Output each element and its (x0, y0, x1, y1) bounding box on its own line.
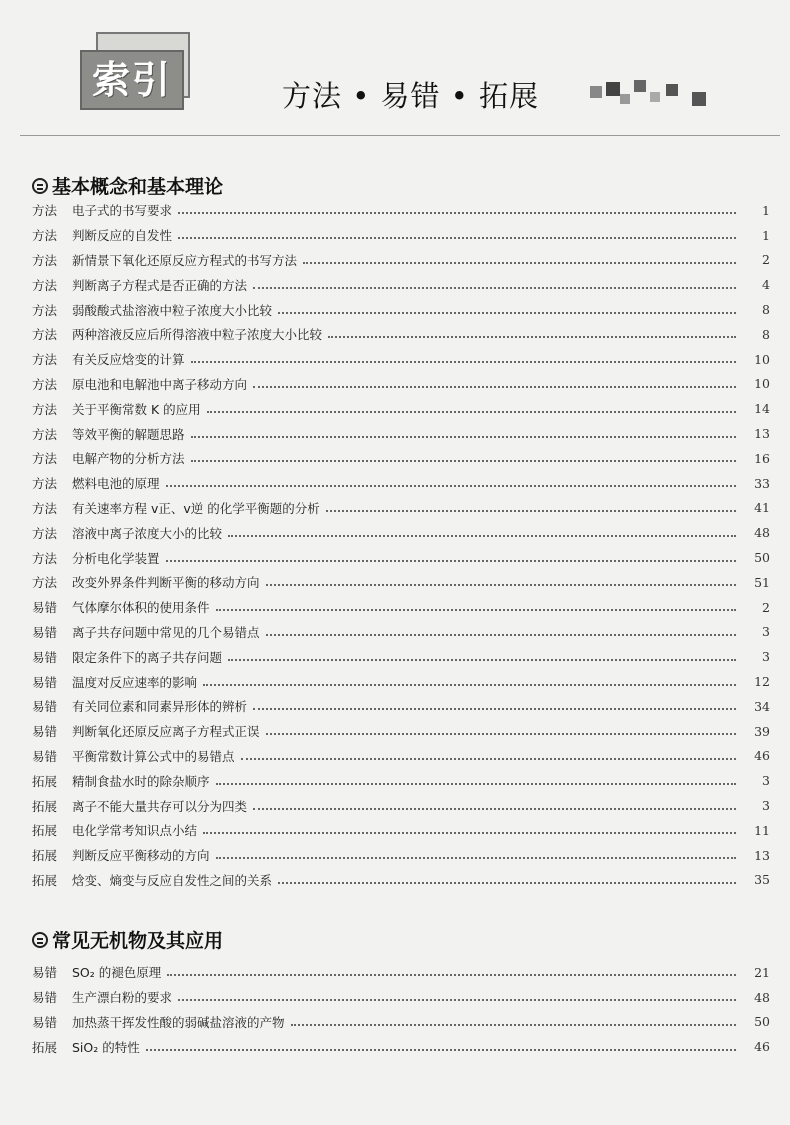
entry-category: 方法 (32, 401, 58, 417)
index-entry (32, 272, 770, 297)
entry-page-number: 8 (762, 302, 770, 318)
page-header (0, 0, 790, 140)
dot-leader (266, 634, 736, 636)
entry-title: 电化学常考知识点小结 (72, 823, 198, 839)
index-entry (32, 768, 770, 793)
entry-title: 离子不能大量共存可以分为四类 (72, 798, 248, 814)
entry-category: 方法 (32, 203, 58, 219)
entry-category: 方法 (32, 426, 58, 442)
entry-page-number: 3 (762, 624, 770, 640)
entry-category: 方法 (32, 228, 58, 244)
entry-page-number: 16 (754, 450, 770, 466)
dot-leader (241, 758, 736, 760)
entry-category: 方法 (32, 277, 58, 293)
index-entry (32, 248, 770, 273)
dot-leader (191, 436, 736, 438)
entry-title: SO₂ 的褪色原理 (72, 965, 162, 981)
entry-title: 燃料电池的原理 (72, 476, 160, 492)
dot-leader (326, 510, 736, 512)
entry-category: 易错 (32, 965, 58, 981)
dot-leader (203, 684, 736, 686)
index-entry (32, 372, 770, 397)
entry-title: 溶液中离子浓度大小的比较 (72, 525, 223, 541)
entry-category: 易错 (32, 649, 58, 665)
dot-leader (216, 857, 736, 859)
index-entry (32, 347, 770, 372)
entry-title: 判断氧化还原反应离子方程式正误 (72, 724, 260, 740)
entry-page-number: 11 (754, 822, 770, 838)
entry-page-number: 50 (754, 1014, 770, 1030)
dot-leader (191, 361, 736, 363)
index-entry (32, 744, 770, 769)
entry-category: 方法 (32, 327, 58, 343)
entry-page-number: 35 (754, 872, 770, 888)
entry-page-number: 48 (754, 989, 770, 1005)
index-entry (32, 545, 770, 570)
entry-page-number: 12 (754, 674, 770, 690)
entry-page-number: 34 (754, 698, 770, 714)
dot-leader (266, 733, 736, 735)
entry-category: 易错 (32, 724, 58, 740)
entry-page-number: 33 (754, 475, 770, 491)
index-entry (32, 843, 770, 868)
entry-title: SiO₂ 的特性 (72, 1039, 140, 1055)
entry-title: 分析电化学装置 (72, 550, 160, 566)
header-divider (20, 135, 780, 136)
entry-title: 两种溶液反应后所得溶液中粒子浓度大小比较 (72, 327, 323, 343)
dot-leader (191, 460, 736, 462)
dot-leader (266, 584, 736, 586)
entry-category: 易错 (32, 1014, 58, 1030)
dot-leader (253, 708, 736, 710)
section-heading (32, 926, 223, 953)
entry-category: 方法 (32, 376, 58, 392)
entry-category: 方法 (32, 476, 58, 492)
entry-page-number: 41 (754, 500, 770, 516)
section-number-icon (32, 932, 48, 948)
entry-title: 有关反应焓变的计算 (72, 352, 185, 368)
section-number-icon (32, 178, 48, 194)
dot-leader (303, 262, 736, 264)
entry-page-number: 48 (754, 525, 770, 541)
dot-leader (278, 882, 736, 884)
entry-category: 方法 (32, 451, 58, 467)
dot-leader (178, 999, 736, 1001)
entry-category: 易错 (32, 990, 58, 1006)
dot-leader (253, 287, 736, 289)
entry-category: 易错 (32, 748, 58, 764)
index-entry (32, 520, 770, 545)
dot-leader (228, 659, 736, 661)
section-heading (32, 172, 223, 199)
entry-title: 关于平衡常数 K 的应用 (72, 401, 201, 417)
entry-category: 易错 (32, 624, 58, 640)
entry-page-number: 8 (762, 326, 770, 342)
entry-title: 弱酸酸式盐溶液中粒子浓度大小比较 (72, 302, 273, 318)
entry-title: 电解产物的分析方法 (72, 451, 185, 467)
index-entry (32, 644, 770, 669)
decorative-squares (590, 80, 720, 108)
entry-title: 限定条件下的离子共存问题 (72, 649, 223, 665)
entry-title: 电子式的书写要求 (72, 203, 173, 219)
dot-leader (166, 560, 736, 562)
entry-page-number: 51 (754, 574, 770, 590)
entry-title: 温度对反应速率的影响 (72, 674, 198, 690)
index-entry (32, 669, 770, 694)
index-entry (32, 496, 770, 521)
index-entry (32, 719, 770, 744)
dot-leader (228, 535, 736, 537)
index-entry (32, 694, 770, 719)
index-entry (32, 322, 770, 347)
entry-category: 方法 (32, 500, 58, 516)
entry-page-number: 4 (762, 277, 770, 293)
dot-leader (203, 832, 736, 834)
entry-category: 拓展 (32, 872, 58, 888)
entry-category: 易错 (32, 674, 58, 690)
entry-page-number: 3 (762, 649, 770, 665)
entry-category: 易错 (32, 600, 58, 616)
entry-title: 判断反应平衡移动的方向 (72, 848, 210, 864)
entry-title: 平衡常数计算公式中的易错点 (72, 748, 235, 764)
index-entry (32, 868, 770, 893)
index-entry (32, 297, 770, 322)
dot-leader (178, 237, 736, 239)
entry-title: 离子共存问题中常见的几个易错点 (72, 624, 260, 640)
entry-page-number: 1 (762, 202, 770, 218)
index-entry (32, 1034, 770, 1059)
entry-page-number: 46 (754, 1039, 770, 1055)
entry-category: 方法 (32, 252, 58, 268)
entry-page-number: 1 (762, 227, 770, 243)
dot-leader (328, 336, 736, 338)
dot-leader (166, 485, 736, 487)
entry-category: 方法 (32, 550, 58, 566)
index-entry (32, 471, 770, 496)
dot-leader (291, 1024, 736, 1026)
index-entry (32, 1010, 770, 1035)
entry-category: 拓展 (32, 773, 58, 789)
index-entry (32, 960, 770, 985)
entry-title: 判断离子方程式是否正确的方法 (72, 277, 248, 293)
entry-title: 判断反应的自发性 (72, 228, 173, 244)
section-title: 基本概念和基本理论 (52, 176, 224, 198)
entry-title: 有关同位素和同素异形体的辨析 (72, 699, 248, 715)
entry-category: 拓展 (32, 798, 58, 814)
dot-leader (178, 212, 736, 214)
index-entry (32, 595, 770, 620)
entry-category: 方法 (32, 525, 58, 541)
entry-title: 气体摩尔体积的使用条件 (72, 600, 210, 616)
entry-page-number: 46 (754, 748, 770, 764)
section-title: 常见无机物及其应用 (52, 930, 224, 952)
dot-leader (167, 974, 736, 976)
index-entry (32, 818, 770, 843)
entry-title: 生产漂白粉的要求 (72, 990, 173, 1006)
index-entry (32, 620, 770, 645)
dot-leader (216, 783, 736, 785)
index-entry (32, 985, 770, 1010)
index-entry (32, 570, 770, 595)
dot-leader (253, 808, 736, 810)
entry-page-number: 3 (762, 798, 770, 814)
entry-page-number: 13 (754, 426, 770, 442)
index-entry (32, 198, 770, 223)
entry-title: 原电池和电解池中离子移动方向 (72, 376, 248, 392)
entry-title: 精制食盐水时的除杂顺序 (72, 773, 210, 789)
dot-leader (146, 1049, 736, 1051)
index-entry (32, 793, 770, 818)
page-title: 方法 • 易错 • 拓展 (282, 79, 540, 113)
entry-category: 方法 (32, 352, 58, 368)
index-entry (32, 446, 770, 471)
entry-page-number: 10 (754, 351, 770, 367)
entry-page-number: 14 (754, 401, 770, 417)
entry-title: 加热蒸干挥发性酸的弱碱盐溶液的产物 (72, 1014, 285, 1030)
index-tag: 索引 (80, 50, 184, 110)
entry-category: 方法 (32, 575, 58, 591)
entry-category: 拓展 (32, 1039, 58, 1055)
index-entry (32, 421, 770, 446)
entry-page-number: 3 (762, 773, 770, 789)
entry-title: 有关速率方程 v正、v逆 的化学平衡题的分析 (72, 500, 320, 516)
index-entry (32, 396, 770, 421)
dot-leader (207, 411, 736, 413)
dot-leader (216, 609, 736, 611)
entry-title: 焓变、熵变与反应自发性之间的关系 (72, 872, 273, 888)
entry-page-number: 50 (754, 550, 770, 566)
entry-category: 拓展 (32, 848, 58, 864)
index-entry (32, 223, 770, 248)
dot-leader (278, 312, 736, 314)
entry-page-number: 2 (762, 599, 770, 615)
entry-category: 方法 (32, 302, 58, 318)
entry-title: 等效平衡的解题思路 (72, 426, 185, 442)
entry-title: 新情景下氧化还原反应方程式的书写方法 (72, 252, 298, 268)
entry-page-number: 13 (754, 847, 770, 863)
dot-leader (253, 386, 736, 388)
entry-page-number: 2 (762, 252, 770, 268)
entry-category: 拓展 (32, 823, 58, 839)
entry-category: 易错 (32, 699, 58, 715)
entry-page-number: 39 (754, 723, 770, 739)
entry-page-number: 21 (754, 964, 770, 980)
entry-title: 改变外界条件判断平衡的移动方向 (72, 575, 260, 591)
entry-page-number: 10 (754, 376, 770, 392)
